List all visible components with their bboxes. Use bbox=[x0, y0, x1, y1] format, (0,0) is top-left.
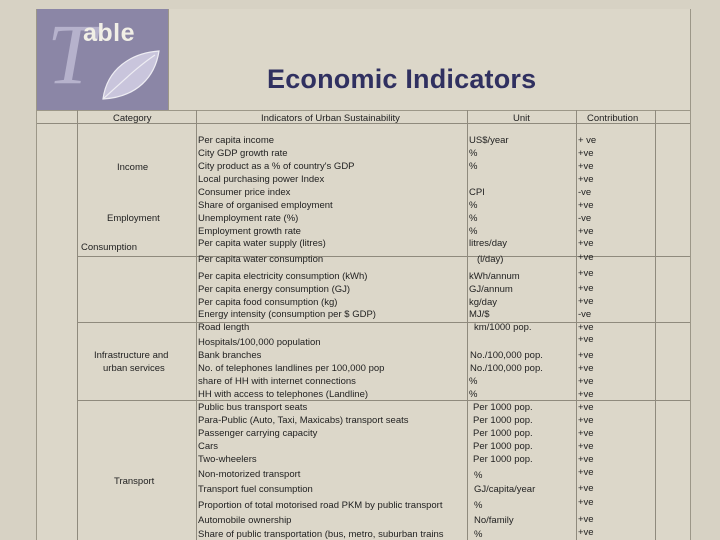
indicator-cell: Per capita income bbox=[198, 135, 275, 146]
contribution-cell: +ve bbox=[578, 174, 594, 185]
contribution-cell: +ve bbox=[578, 363, 594, 374]
contribution-cell: +ve bbox=[578, 467, 594, 478]
title-banner bbox=[37, 9, 690, 111]
unit-cell: (l/day) bbox=[477, 254, 504, 265]
leaf-icon bbox=[97, 47, 163, 105]
unit-cell: GJ/annum bbox=[469, 284, 513, 295]
contribution-cell: +ve bbox=[578, 238, 594, 249]
contribution-cell: +ve bbox=[578, 514, 594, 525]
contribution-cell: +ve bbox=[578, 148, 594, 159]
contribution-cell: + ve bbox=[578, 135, 597, 146]
logo-letter-t: T bbox=[47, 9, 95, 102]
contribution-cell: -ve bbox=[578, 309, 592, 320]
indicator-cell: Energy intensity (consumption per $ GDP) bbox=[198, 309, 376, 320]
contribution-cell: +ve bbox=[578, 200, 594, 211]
contribution-cell: +ve bbox=[578, 415, 594, 426]
category-infrastructure-line1: Infrastructure and bbox=[94, 350, 169, 361]
indicator-cell: Per capita electricity consumption (kWh) bbox=[198, 271, 368, 282]
table-logo bbox=[37, 9, 169, 110]
slide-sheet bbox=[36, 9, 691, 540]
indicator-cell: Share of organised employment bbox=[198, 200, 333, 211]
indicator-cell: Per capita water supply (litres) bbox=[198, 238, 326, 249]
category-employment: Employment bbox=[107, 213, 160, 224]
logo-text: able bbox=[83, 19, 136, 47]
contribution-cell: +ve bbox=[578, 454, 594, 465]
row-rule bbox=[77, 256, 690, 257]
unit-cell: % bbox=[474, 500, 483, 511]
unit-cell: Per 1000 pop. bbox=[473, 454, 533, 465]
column-rule bbox=[655, 110, 656, 540]
contribution-cell: +ve bbox=[578, 283, 594, 294]
indicator-cell: Automobile ownership bbox=[198, 515, 292, 526]
unit-cell: US$/year bbox=[469, 135, 509, 146]
category-transport: Transport bbox=[114, 476, 155, 487]
page-title: Economic Indicators bbox=[267, 64, 537, 94]
unit-cell: % bbox=[474, 529, 483, 540]
header-contribution: Contribution bbox=[587, 113, 639, 124]
unit-cell: litres/day bbox=[469, 238, 508, 249]
indicator-cell: Road length bbox=[198, 322, 250, 333]
indicator-cell: share of HH with internet connections bbox=[198, 376, 356, 387]
indicator-cell: Local purchasing power Index bbox=[198, 174, 325, 185]
unit-cell: No./100,000 pop. bbox=[470, 363, 543, 374]
contribution-cell: +ve bbox=[578, 322, 594, 333]
column-rule bbox=[77, 110, 78, 540]
unit-cell: % bbox=[469, 200, 478, 211]
indicator-cell: Transport fuel consumption bbox=[198, 484, 313, 495]
unit-cell: Per 1000 pop. bbox=[473, 441, 533, 452]
unit-cell: % bbox=[469, 389, 478, 400]
column-rule bbox=[196, 110, 197, 540]
contribution-cell: +ve bbox=[578, 389, 594, 400]
contribution-cell: +ve bbox=[578, 226, 594, 237]
contribution-cell: +ve bbox=[578, 252, 594, 263]
contribution-cell: +ve bbox=[578, 268, 594, 279]
indicator-cell: Hospitals/100,000 population bbox=[198, 337, 321, 348]
unit-cell: GJ/capita/year bbox=[474, 484, 536, 495]
contribution-cell: +ve bbox=[578, 296, 594, 307]
contribution-cell: -ve bbox=[578, 187, 592, 198]
contribution-cell: +ve bbox=[578, 527, 594, 538]
unit-cell: CPI bbox=[469, 187, 485, 198]
unit-cell: % bbox=[469, 376, 478, 387]
contribution-cell: +ve bbox=[578, 376, 594, 387]
contribution-cell: +ve bbox=[578, 441, 594, 452]
header-category: Category bbox=[113, 113, 152, 124]
indicator-cell: Bank branches bbox=[198, 350, 262, 361]
unit-cell: Per 1000 pop. bbox=[473, 402, 533, 413]
indicator-cell: Consumer price index bbox=[198, 187, 291, 198]
indicator-cell: HH with access to telephones (Landline) bbox=[198, 389, 369, 400]
contribution-cell: +ve bbox=[578, 161, 594, 172]
indicator-cell: Per capita water consumption bbox=[198, 254, 324, 265]
indicator-cell: Cars bbox=[198, 441, 219, 452]
unit-cell: km/1000 pop. bbox=[474, 322, 532, 333]
indicator-cell: Per capita energy consumption (GJ) bbox=[198, 284, 351, 295]
header-unit: Unit bbox=[513, 113, 530, 124]
unit-cell: kWh/annum bbox=[469, 271, 520, 282]
unit-cell: MJ/$ bbox=[469, 309, 490, 320]
indicator-cell: Public bus transport seats bbox=[198, 402, 308, 413]
indicator-cell: Two-wheelers bbox=[198, 454, 257, 465]
unit-cell: Per 1000 pop. bbox=[473, 428, 533, 439]
indicator-cell: Unemployment rate (%) bbox=[198, 213, 299, 224]
unit-cell: Per 1000 pop. bbox=[473, 415, 533, 426]
unit-cell: kg/day bbox=[469, 297, 497, 308]
unit-cell: No/family bbox=[474, 515, 514, 526]
indicator-cell: City product as a % of country's GDP bbox=[198, 161, 355, 172]
contribution-cell: +ve bbox=[578, 483, 594, 494]
unit-cell: % bbox=[474, 470, 483, 481]
indicator-cell: Employment growth rate bbox=[198, 226, 301, 237]
header-indicator: Indicators of Urban Sustainability bbox=[261, 113, 400, 124]
category-income: Income bbox=[117, 162, 149, 173]
indicator-cell: Per capita food consumption (kg) bbox=[198, 297, 338, 308]
indicator-cell: Proportion of total motorised road PKM by public transport bbox=[198, 500, 443, 511]
indicator-cell: Para-Public (Auto, Taxi, Maxicabs) transport seats bbox=[198, 415, 409, 426]
row-rule bbox=[77, 322, 690, 323]
column-rule bbox=[467, 110, 468, 540]
category-infrastructure-line2: urban services bbox=[103, 363, 165, 374]
unit-cell: % bbox=[469, 226, 478, 237]
indicator-cell: Non-motorized transport bbox=[198, 469, 301, 480]
contribution-cell: +ve bbox=[578, 497, 594, 508]
column-rule bbox=[576, 110, 577, 540]
indicator-cell: Passenger carrying capacity bbox=[198, 428, 318, 439]
unit-cell: % bbox=[469, 148, 478, 159]
indicator-table bbox=[37, 110, 690, 540]
indicator-cell: No. of telephones landlines per 100,000 pop bbox=[198, 363, 385, 374]
unit-cell: % bbox=[469, 161, 478, 172]
unit-cell: No./100,000 pop. bbox=[470, 350, 543, 361]
indicator-cell: City GDP growth rate bbox=[198, 148, 288, 159]
contribution-cell: +ve bbox=[578, 428, 594, 439]
unit-cell: % bbox=[469, 213, 478, 224]
category-consumption: Consumption bbox=[81, 242, 137, 253]
contribution-cell: +ve bbox=[578, 402, 594, 413]
contribution-cell: +ve bbox=[578, 334, 594, 345]
indicator-cell: Share of public transportation (bus, metro, suburban trains bbox=[198, 529, 444, 540]
contribution-cell: +ve bbox=[578, 350, 594, 361]
contribution-cell: -ve bbox=[578, 213, 592, 224]
row-rule bbox=[77, 400, 690, 401]
